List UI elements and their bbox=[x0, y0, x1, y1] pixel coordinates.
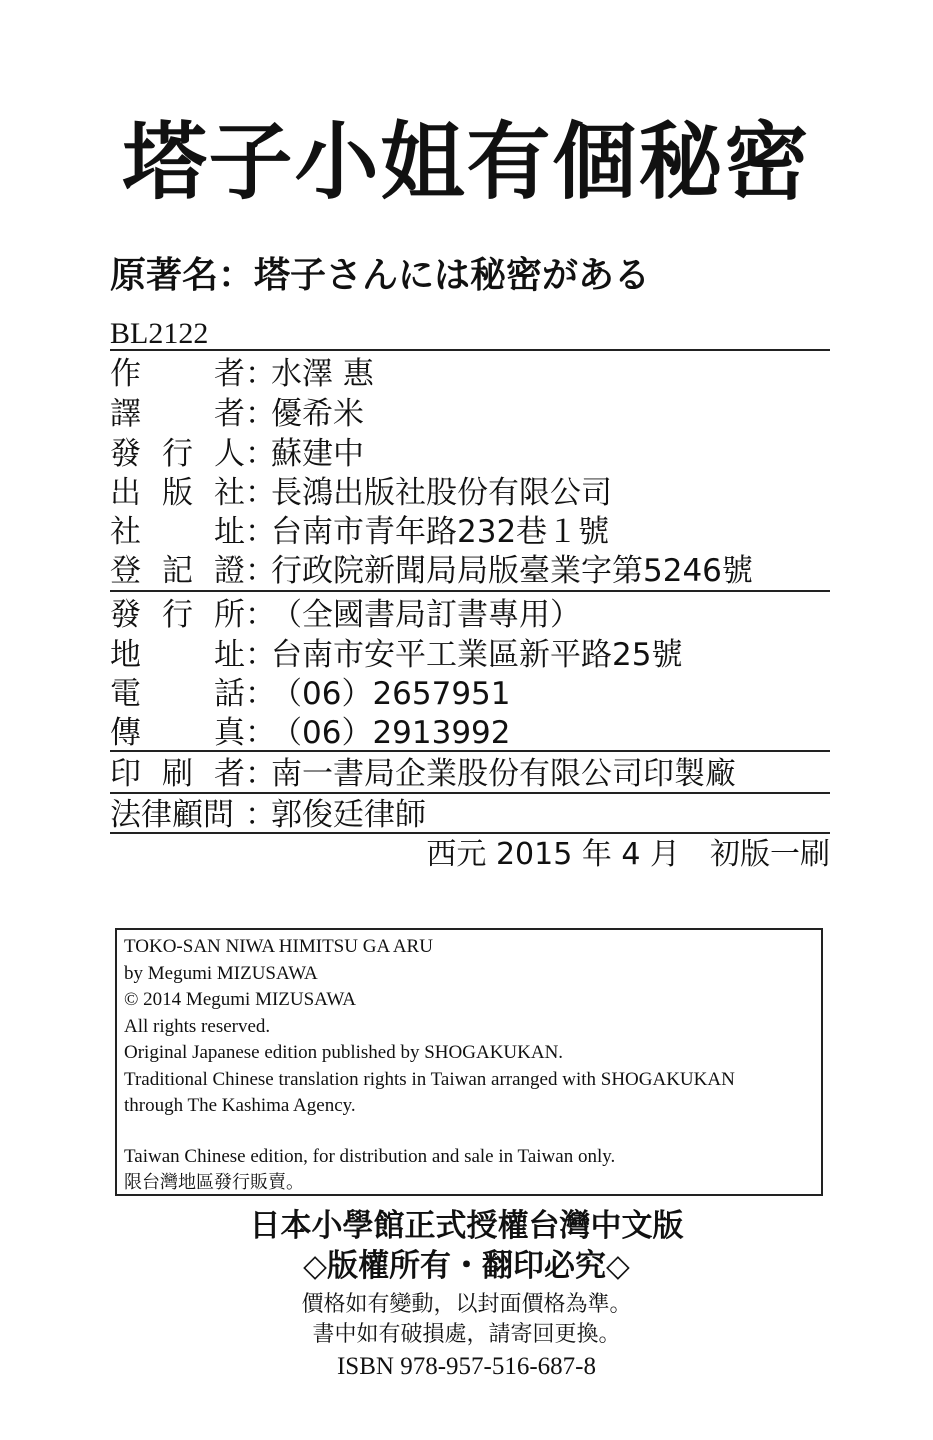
credit-value: 長鴻出版社股份有限公司 bbox=[271, 475, 612, 511]
credit-label-char: 社 bbox=[214, 475, 245, 511]
price-note: 價格如有變動，以封面價格為準。 bbox=[301, 1292, 632, 1317]
credit-label bbox=[110, 596, 245, 634]
credit-label bbox=[110, 714, 245, 752]
credit-label-char: 者 bbox=[214, 756, 245, 792]
divider-top bbox=[110, 349, 830, 351]
original-title-value: 塔子さんには秘密がある bbox=[254, 255, 651, 296]
credit-value: （全國書局訂書專用） bbox=[271, 597, 581, 633]
distribution-chinese: 限台灣地區發行販賣。 bbox=[124, 1172, 304, 1193]
credit-colon: ： bbox=[245, 396, 276, 432]
credit-colon: ： bbox=[245, 514, 276, 550]
original-title-label: 原著名 bbox=[110, 255, 219, 296]
credit-label-char: 刷 bbox=[162, 756, 193, 792]
credit-label bbox=[110, 474, 245, 512]
credit-value: 行政院新聞局局版臺業字第5246號 bbox=[271, 553, 753, 589]
credit-row bbox=[110, 755, 840, 793]
rights-spacer bbox=[124, 1120, 821, 1144]
credit-label-char: 址 bbox=[214, 514, 245, 550]
credit-label-char: 者 bbox=[214, 396, 245, 432]
credit-label-char: 所 bbox=[214, 597, 245, 633]
isbn: ISBN 978-957-516-687-8 bbox=[336, 1353, 596, 1380]
credit-row bbox=[110, 596, 840, 634]
credit-colon: ： bbox=[245, 676, 276, 712]
divider-distribution bbox=[110, 590, 830, 592]
credit-row bbox=[110, 395, 840, 433]
rights-line: by Megumi MIZUSAWA bbox=[124, 962, 318, 984]
credit-row bbox=[110, 675, 840, 713]
divider-printer bbox=[110, 750, 830, 752]
credit-colon: ： bbox=[245, 475, 276, 511]
credit-label-char: 發 bbox=[110, 436, 141, 472]
credit-value: （06）2913992 bbox=[271, 715, 511, 751]
credit-value: 台南市安平工業區新平路25號 bbox=[271, 637, 683, 673]
credit-colon: ： bbox=[245, 553, 276, 589]
original-title-colon: ： bbox=[218, 255, 255, 296]
divider-bottom bbox=[110, 832, 830, 834]
credit-label-char: 作 bbox=[110, 356, 141, 392]
rights-line: through The Kashima Agency. bbox=[124, 1095, 356, 1116]
credit-value: （06）2657951 bbox=[271, 676, 511, 712]
credit-label-char: 登 bbox=[110, 553, 141, 589]
rights-line: Original Japanese edition published by SHOGAKUKAN. bbox=[124, 1042, 564, 1063]
credit-value: 蘇建中 bbox=[271, 436, 364, 472]
credit-colon: ： bbox=[245, 797, 276, 833]
credit-row bbox=[110, 474, 840, 512]
credit-row bbox=[110, 636, 840, 674]
rights-box bbox=[115, 928, 823, 1196]
damage-note: 書中如有破損處，請寄回更換。 bbox=[312, 1322, 621, 1347]
book-title: 塔子小姐有個秘密 bbox=[122, 113, 811, 211]
credit-colon: ： bbox=[245, 597, 276, 633]
credit-label bbox=[110, 435, 245, 473]
credit-label bbox=[110, 355, 245, 393]
copyright-notice: ◇版權所有・翻印必究◇ bbox=[303, 1248, 630, 1284]
credit-colon: ： bbox=[245, 756, 276, 792]
credit-label-char: 人 bbox=[214, 436, 245, 472]
credit-label bbox=[110, 796, 245, 834]
distribution-english: Taiwan Chinese edition, for distribution and sale in Taiwan only. bbox=[124, 1145, 616, 1167]
credit-label-char: 行 bbox=[162, 597, 193, 633]
credit-label-char: 法律顧問 bbox=[110, 797, 234, 833]
credit-label-char: 地 bbox=[110, 637, 141, 673]
credit-label bbox=[110, 513, 245, 551]
credit-value: 台南市青年路232巷１號 bbox=[271, 514, 610, 550]
credit-label-char: 真 bbox=[214, 715, 245, 751]
credit-colon: ： bbox=[245, 436, 276, 472]
credit-colon: ： bbox=[245, 715, 276, 751]
rights-line: All rights reserved. bbox=[124, 1015, 271, 1037]
divider-legal bbox=[110, 792, 830, 794]
credit-label-char: 記 bbox=[162, 553, 193, 589]
credit-label-char: 譯 bbox=[110, 396, 141, 432]
credit-row bbox=[110, 513, 840, 551]
credit-row bbox=[110, 714, 840, 752]
credit-label-char: 出 bbox=[110, 475, 141, 511]
publication-date: 西元 2015 年 4 月 初版一刷 bbox=[426, 837, 830, 872]
credit-label-char: 址 bbox=[214, 637, 245, 673]
credit-label bbox=[110, 395, 245, 433]
credit-label-char: 電 bbox=[110, 676, 141, 712]
credit-label-char: 社 bbox=[110, 514, 141, 550]
credit-label-char: 證 bbox=[214, 553, 245, 589]
credit-value: 優希米 bbox=[271, 396, 364, 432]
catalog-code: BL2122 bbox=[110, 317, 209, 350]
credit-label-char: 者 bbox=[214, 356, 245, 392]
credit-row bbox=[110, 796, 840, 834]
credit-label bbox=[110, 675, 245, 713]
credit-value: 南一書局企業股份有限公司印製廠 bbox=[271, 756, 736, 792]
credit-label-char: 話 bbox=[214, 676, 245, 712]
credit-row bbox=[110, 355, 840, 393]
rights-line: Traditional Chinese translation rights in Taiwan arranged with SHOGAKUKAN bbox=[124, 1068, 735, 1090]
credit-value: 水澤 惠 bbox=[271, 356, 374, 392]
credit-label-char: 版 bbox=[162, 475, 193, 511]
credit-label bbox=[110, 552, 245, 590]
credit-value: 郭俊廷律師 bbox=[271, 797, 426, 833]
credit-label-char: 發 bbox=[110, 597, 141, 633]
credit-label-char: 印 bbox=[110, 756, 141, 792]
rights-line: TOKO-SAN NIWA HIMITSU GA ARU bbox=[124, 936, 433, 957]
credit-label bbox=[110, 755, 245, 793]
original-title-line bbox=[110, 252, 650, 300]
credit-label-char: 行 bbox=[162, 436, 193, 472]
credit-label-char: 傳 bbox=[110, 715, 141, 751]
credit-row bbox=[110, 552, 840, 590]
credit-colon: ： bbox=[245, 637, 276, 673]
credit-row bbox=[110, 435, 840, 473]
rights-line: © 2014 Megumi MIZUSAWA bbox=[124, 989, 356, 1010]
credit-colon: ： bbox=[245, 356, 276, 392]
credit-label bbox=[110, 636, 245, 674]
authorization-statement: 日本小學館正式授權台灣中文版 bbox=[249, 1208, 684, 1244]
